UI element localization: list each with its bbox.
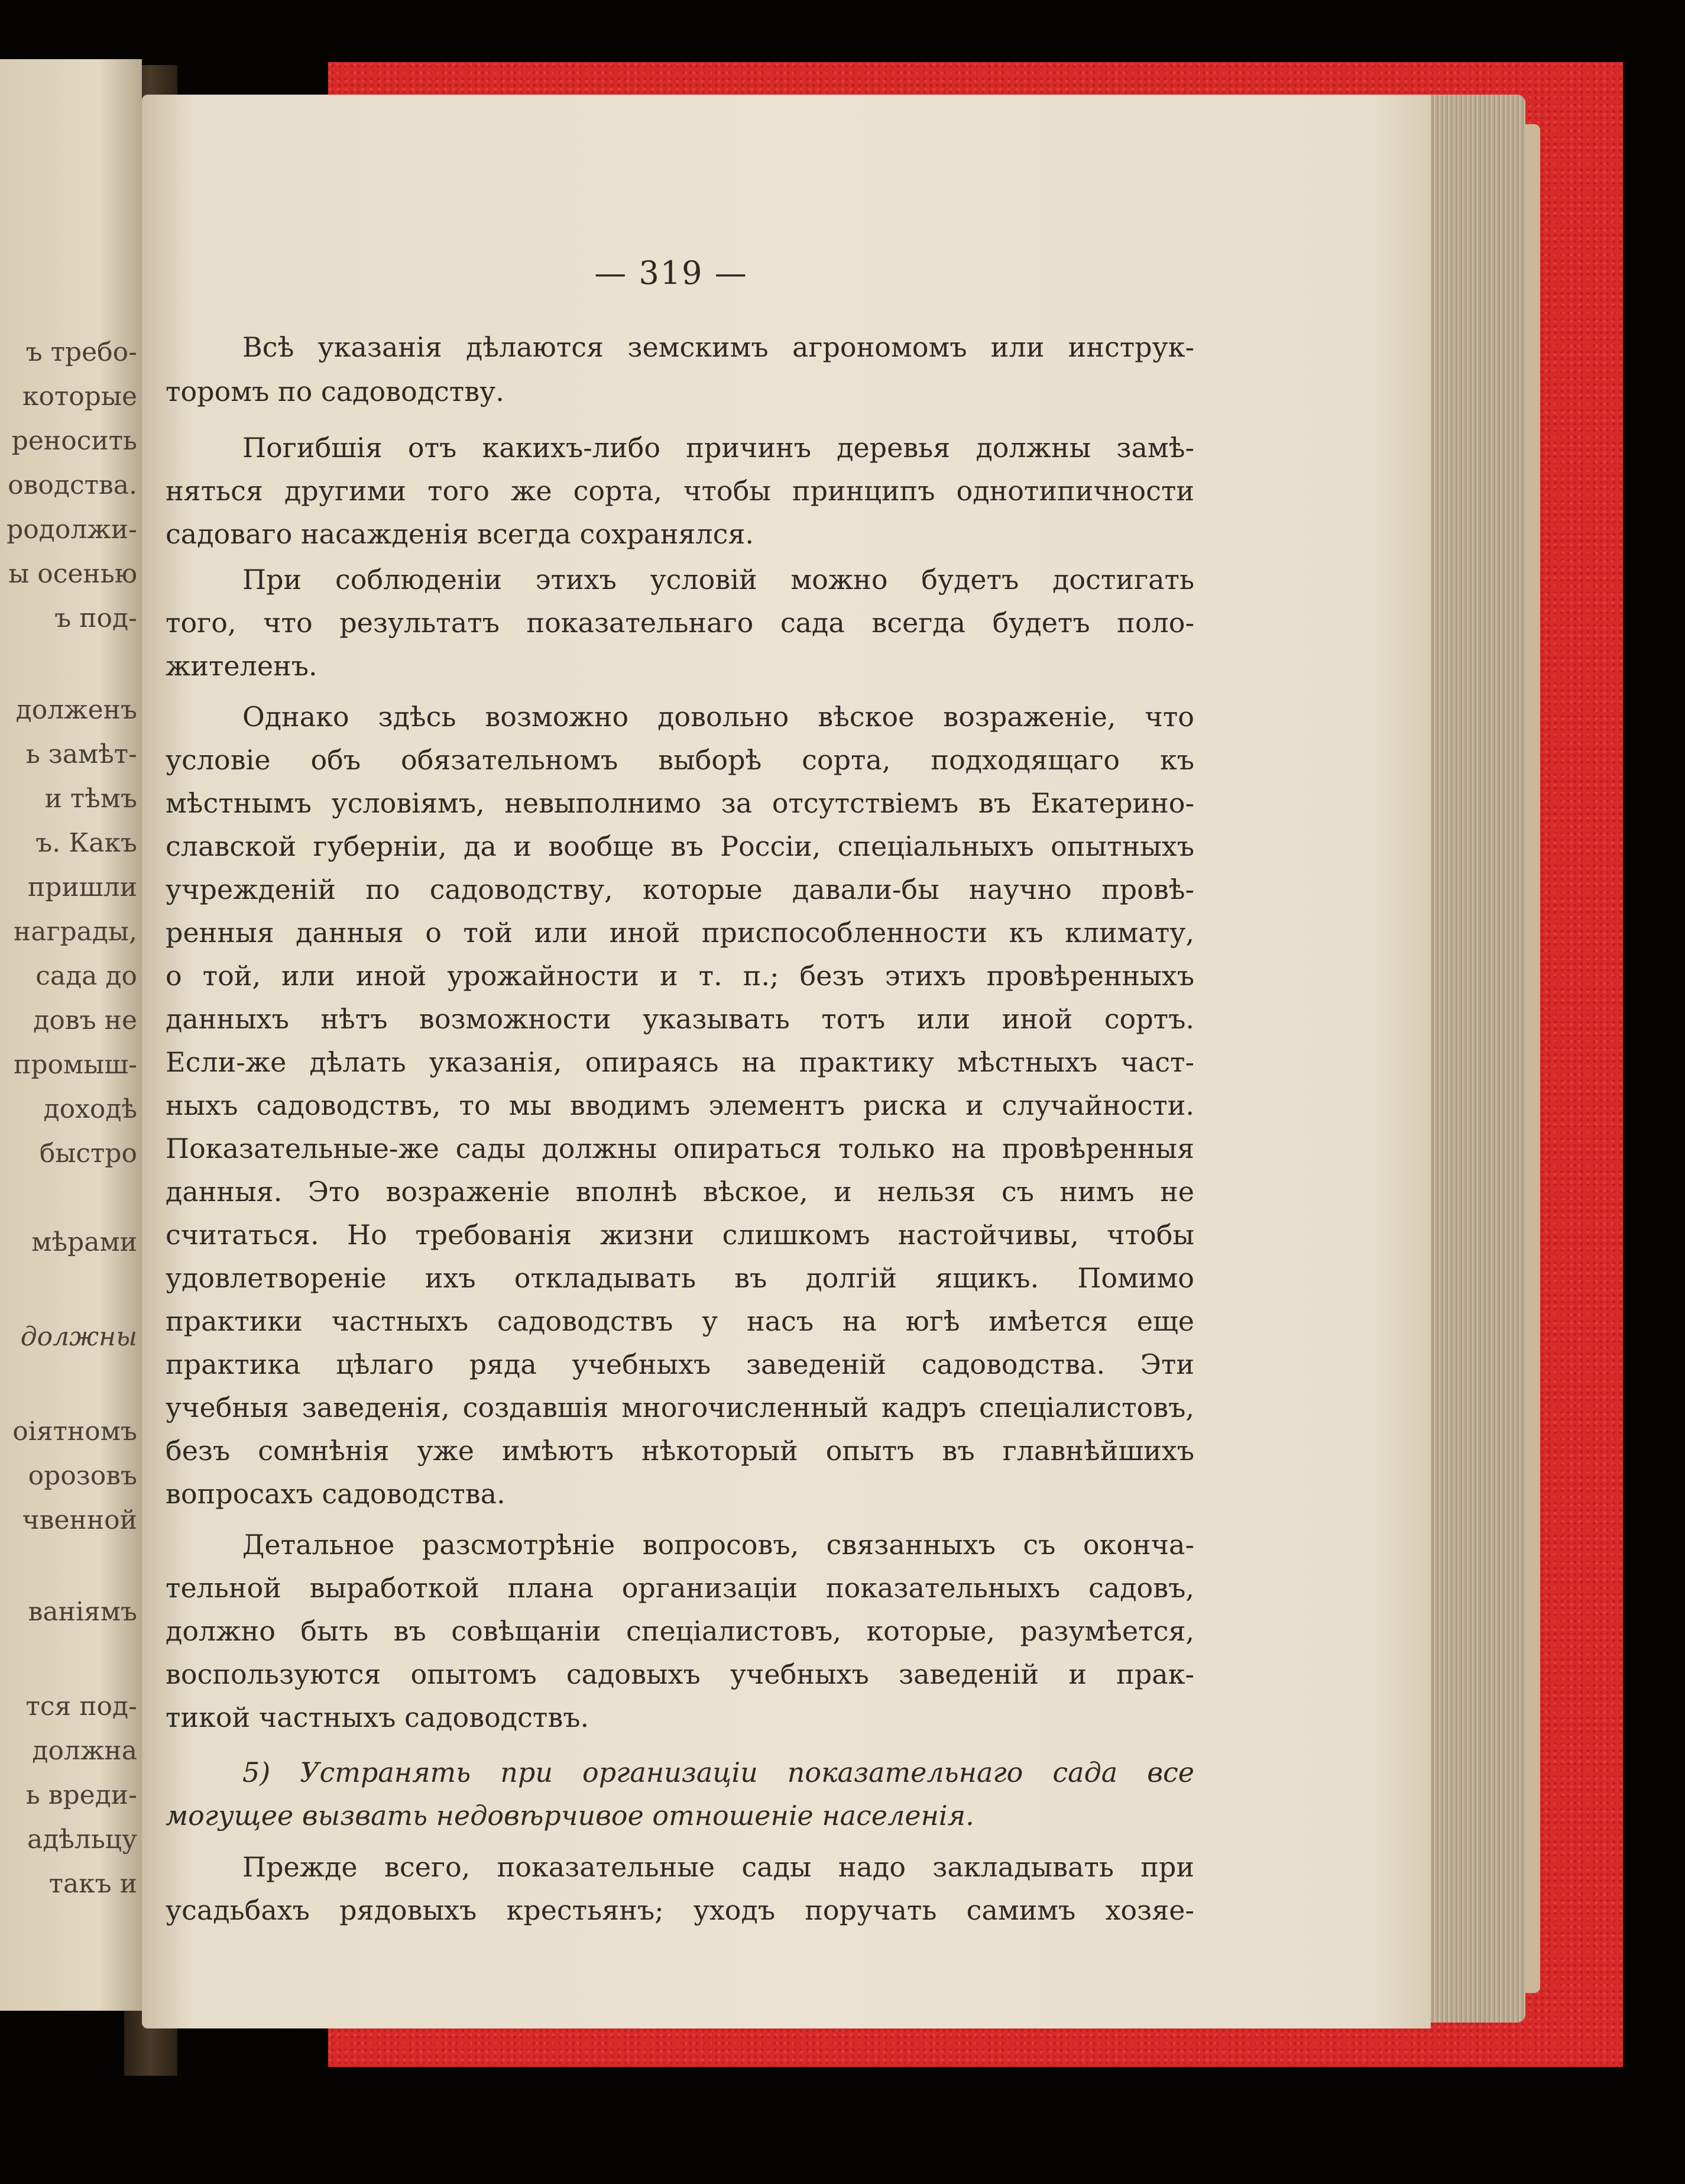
facing-line: должны bbox=[20, 1322, 137, 1352]
text-line: Всѣ указанія дѣлаются земскимъ агрономомъ или инструк- bbox=[242, 331, 1194, 363]
facing-line: награды, bbox=[13, 917, 137, 947]
facing-line: адѣльцу bbox=[27, 1824, 137, 1855]
facing-line: оводства. bbox=[8, 470, 137, 500]
facing-line: родолжи- bbox=[7, 515, 137, 545]
facing-line: довъ не bbox=[33, 1005, 137, 1036]
text-line: тикой частныхъ садоводствъ. bbox=[166, 1701, 589, 1733]
text-line: о той, или иной урожайности и т. п.; безъ этихъ провѣренныхъ bbox=[166, 960, 1194, 992]
text-line: практики частныхъ садоводствъ у насъ на югѣ имѣется еще bbox=[166, 1305, 1194, 1337]
facing-line: ъ требо- bbox=[25, 337, 137, 367]
text-line: Прежде всего, показательные сады надо закладывать при bbox=[242, 1851, 1194, 1883]
facing-line: доходѣ bbox=[43, 1094, 137, 1124]
text-line: Погибшія отъ какихъ-либо причинъ деревья должны замѣ- bbox=[242, 432, 1194, 464]
facing-line: ы осенью bbox=[8, 559, 137, 589]
text-line: удовлетвореніе ихъ откладывать въ долгій ящикъ. Помимо bbox=[166, 1262, 1194, 1294]
text-line: считаться. Но требованія жизни слишкомъ настойчивы, чтобы bbox=[166, 1219, 1194, 1251]
text-line: Детальное разсмотрѣніе вопросовъ, связанныхъ съ оконча- bbox=[242, 1529, 1194, 1561]
text-line: условіе объ обязательномъ выборѣ сорта, подходящаго къ bbox=[166, 744, 1194, 776]
text-line: торомъ по садоводству. bbox=[166, 376, 504, 407]
facing-line: долженъ bbox=[15, 695, 137, 725]
text-line: практика цѣлаго ряда учебныхъ заведеній садоводства. Эти bbox=[166, 1348, 1194, 1380]
facing-line: оіятномъ bbox=[12, 1416, 137, 1447]
facing-line: ъ. Какъ bbox=[35, 828, 137, 858]
facing-line: ь вреди- bbox=[25, 1780, 137, 1810]
section-heading-line: 5) Устранять при организаціи показательнаго сада все bbox=[242, 1756, 1194, 1788]
text-line: тельной выработкой плана организаціи показательныхъ садовъ, bbox=[166, 1572, 1194, 1604]
facing-line: реносить bbox=[11, 426, 137, 456]
facing-line: ь замѣт- bbox=[25, 739, 137, 769]
text-line: вопросахъ садоводства. bbox=[166, 1478, 505, 1510]
facing-line: ъ под- bbox=[54, 603, 137, 633]
facing-line: такъ и bbox=[48, 1869, 137, 1899]
text-line: учебныя заведенія, создавшія многочисленный кадръ спеціалистовъ, bbox=[166, 1392, 1194, 1423]
text-line: Показательные-же сады должны опираться только на провѣренныя bbox=[166, 1133, 1194, 1164]
page-number: — 319 — bbox=[594, 254, 748, 292]
facing-line: сада до bbox=[35, 961, 137, 991]
text-line: славской губерніи, да и вообще въ Россіи, спеціальныхъ опытныхъ bbox=[166, 830, 1194, 862]
text-line: жителенъ. bbox=[166, 650, 317, 682]
text-line: При соблюденіи этихъ условій можно будетъ достигать bbox=[242, 564, 1194, 596]
text-line: должно быть въ совѣщаніи спеціалистовъ, которые, разумѣется, bbox=[166, 1615, 1194, 1647]
text-line: усадьбахъ рядовыхъ крестьянъ; уходъ поручать самимъ хозяе- bbox=[166, 1894, 1194, 1926]
text-line: данныхъ нѣтъ возможности указывать тотъ или иной сортъ. bbox=[166, 1003, 1194, 1035]
facing-line: орозовъ bbox=[28, 1461, 137, 1491]
text-line: ренныя данныя о той или иной приспособленности къ климату, bbox=[166, 917, 1194, 949]
text-line: воспользуются опытомъ садовыхъ учебныхъ заведеній и прак- bbox=[166, 1658, 1194, 1690]
facing-line: промыш- bbox=[14, 1050, 137, 1080]
text-line: безъ сомнѣнія уже имѣютъ нѣкоторый опытъ въ главнѣйшихъ bbox=[166, 1435, 1194, 1467]
section-heading-line: могущее вызвать недовѣрчивое отношеніе населенія. bbox=[166, 1800, 974, 1832]
text-line: няться другими того же сорта, чтобы принципъ однотипичности bbox=[166, 475, 1194, 507]
facing-line: и тѣмъ bbox=[44, 784, 137, 814]
facing-line: быстро bbox=[39, 1138, 137, 1169]
text-line: того, что результатъ показательнаго сада всегда будетъ поло- bbox=[166, 607, 1194, 639]
text-line: ныхъ садоводствъ, то мы вводимъ элементъ риска и случайности. bbox=[166, 1089, 1194, 1121]
facing-line: тся под- bbox=[25, 1691, 137, 1722]
facing-line: которые bbox=[22, 381, 137, 412]
text-line: мѣстнымъ условіямъ, невыполнимо за отсутствіемъ въ Екатерино- bbox=[166, 787, 1194, 819]
facing-line: мѣрами bbox=[31, 1227, 137, 1257]
text-line: Если-же дѣлать указанія, опираясь на практику мѣстныхъ част- bbox=[166, 1046, 1194, 1078]
text-line: учрежденій по садоводству, которые давали-бы научно провѣ- bbox=[166, 873, 1194, 905]
facing-line: чвенной bbox=[22, 1505, 137, 1535]
facing-line: ваніямъ bbox=[28, 1597, 137, 1627]
text-line: данныя. Это возраженіе вполнѣ вѣское, и нельзя съ нимъ не bbox=[166, 1176, 1194, 1208]
facing-line: пришли bbox=[27, 872, 137, 902]
facing-line: должна bbox=[32, 1736, 137, 1766]
text-line: Однако здѣсь возможно довольно вѣское возраженіе, что bbox=[242, 701, 1194, 733]
facing-page bbox=[0, 59, 142, 2011]
text-line: садоваго насажденія всегда сохранялся. bbox=[166, 518, 754, 550]
